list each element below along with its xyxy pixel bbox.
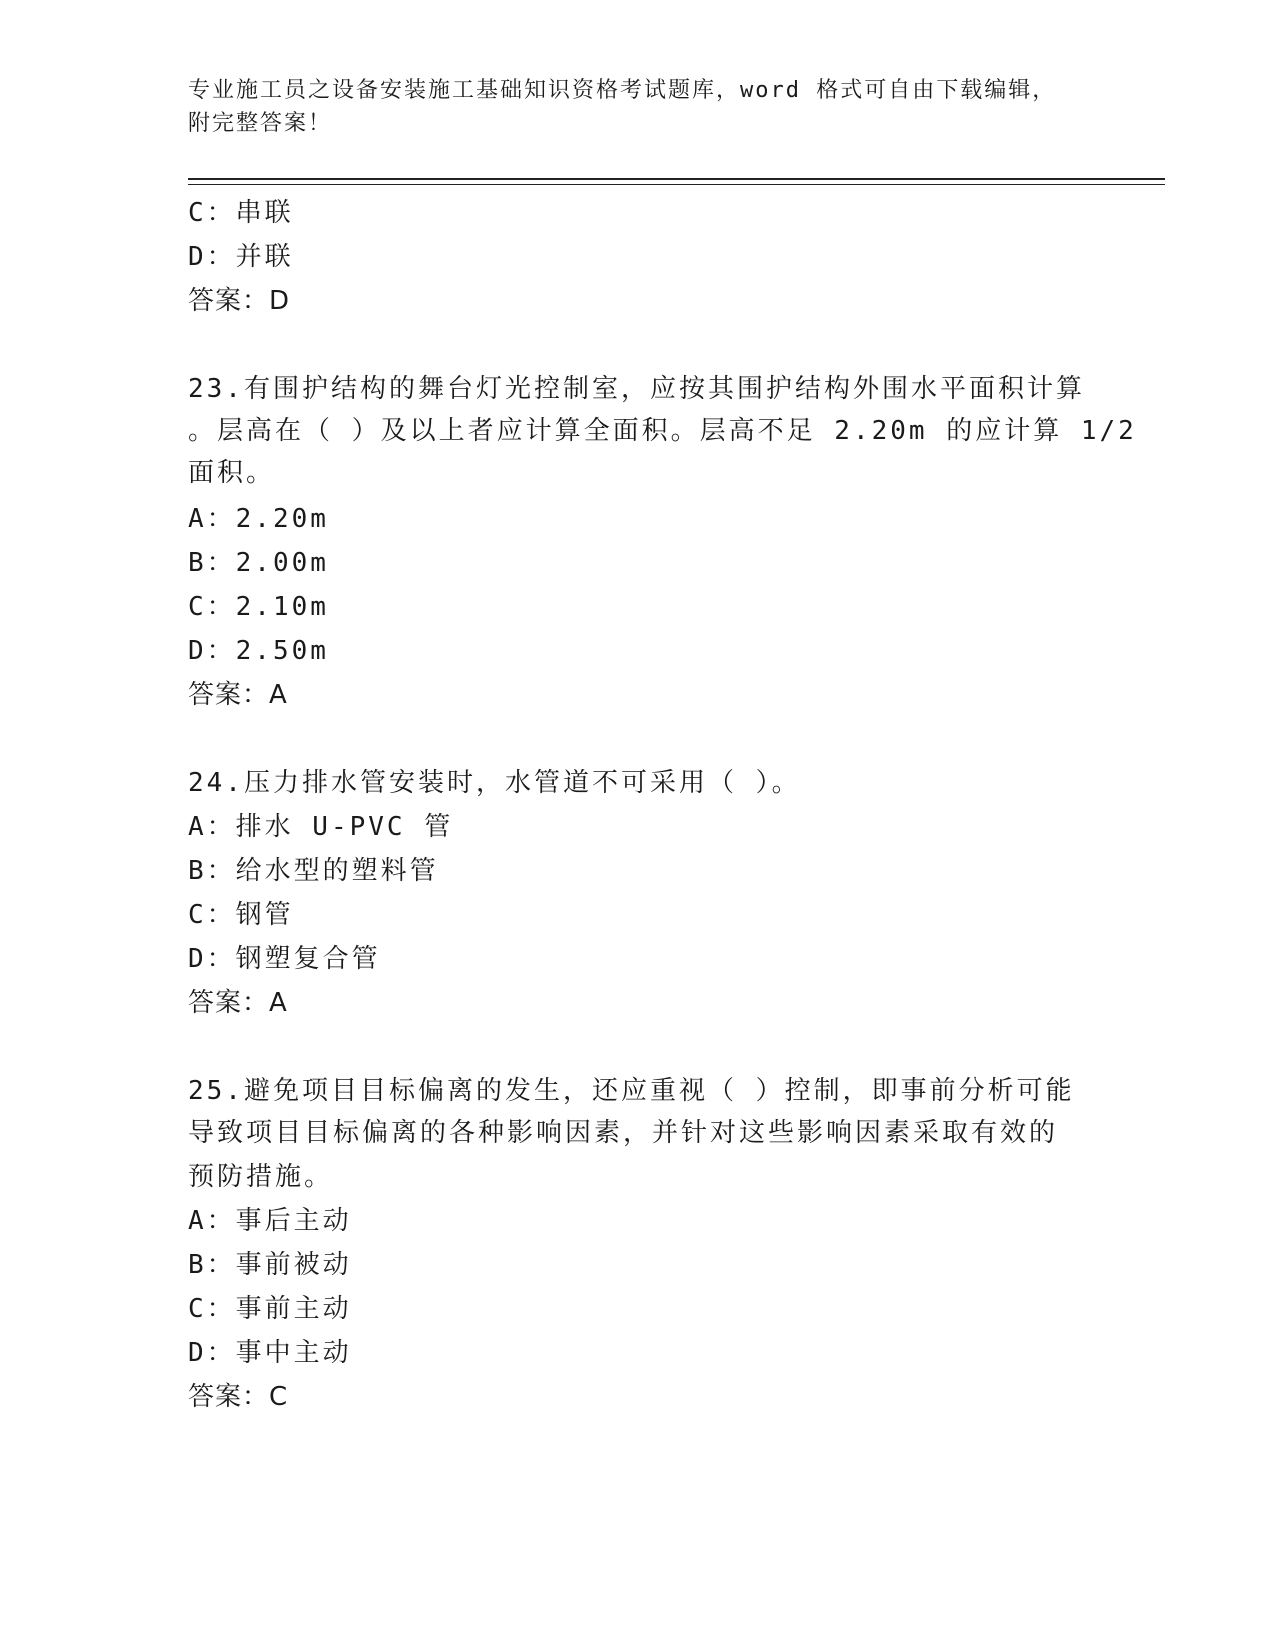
q23-option-c: C：2.10m bbox=[188, 592, 329, 622]
q25-stem-line-3: 预防措施。 bbox=[188, 1162, 334, 1192]
q24-option-b: B：给水型的塑料管 bbox=[188, 856, 439, 886]
q24-answer: 答案：A bbox=[188, 988, 288, 1018]
q24-stem-line-1: 24.压力排水管安装时，水管道不可采用（ ）。 bbox=[188, 768, 801, 798]
q25-option-b: B：事前被动 bbox=[188, 1250, 352, 1280]
document-header bbox=[188, 74, 1078, 140]
q23-answer: 答案：A bbox=[188, 680, 288, 710]
header-line-1: 专业施工员之设备安装施工基础知识资格考试题库，word 格式可自由下载编辑， bbox=[188, 78, 1057, 103]
q23-stem-line-3: 面积。 bbox=[188, 458, 276, 488]
q25-stem-line-1: 25.避免项目目标偏离的发生，还应重视（ ）控制，即事前分析可能 bbox=[188, 1076, 1075, 1106]
q25-option-c: C：事前主动 bbox=[188, 1294, 352, 1324]
q23-stem-line-2: 。层高在（ ）及以上者应计算全面积。层高不足 2.20m 的应计算 1/2 bbox=[188, 416, 1137, 446]
q23-option-d: D：2.50m bbox=[188, 636, 329, 666]
q25-option-d: D：事中主动 bbox=[188, 1338, 352, 1368]
prev-option-c: C：串联 bbox=[188, 198, 294, 228]
q24-option-d: D：钢塑复合管 bbox=[188, 944, 381, 974]
q25-stem-line-2: 导致项目目标偏离的各种影响因素，并针对这些影响因素采取有效的 bbox=[188, 1118, 1059, 1148]
prev-option-d: D：并联 bbox=[188, 242, 294, 272]
q24-option-c: C：钢管 bbox=[188, 900, 294, 930]
q23-option-a: A：2.20m bbox=[188, 504, 329, 534]
q24-option-a: A：排水 U-PVC 管 bbox=[188, 812, 454, 842]
header-line-2: 附完整答案！ bbox=[188, 111, 333, 136]
q23-stem-line-1: 23.有围护结构的舞台灯光控制室，应按其围护结构外围水平面积计算 bbox=[188, 374, 1085, 404]
header-divider-thin bbox=[188, 184, 1165, 185]
q23-option-b: B：2.00m bbox=[188, 548, 329, 578]
header-divider-thick bbox=[188, 178, 1165, 180]
prev-answer: 答案：D bbox=[188, 286, 291, 316]
q25-option-a: A：事后主动 bbox=[188, 1206, 352, 1236]
q25-answer: 答案：C bbox=[188, 1382, 289, 1412]
